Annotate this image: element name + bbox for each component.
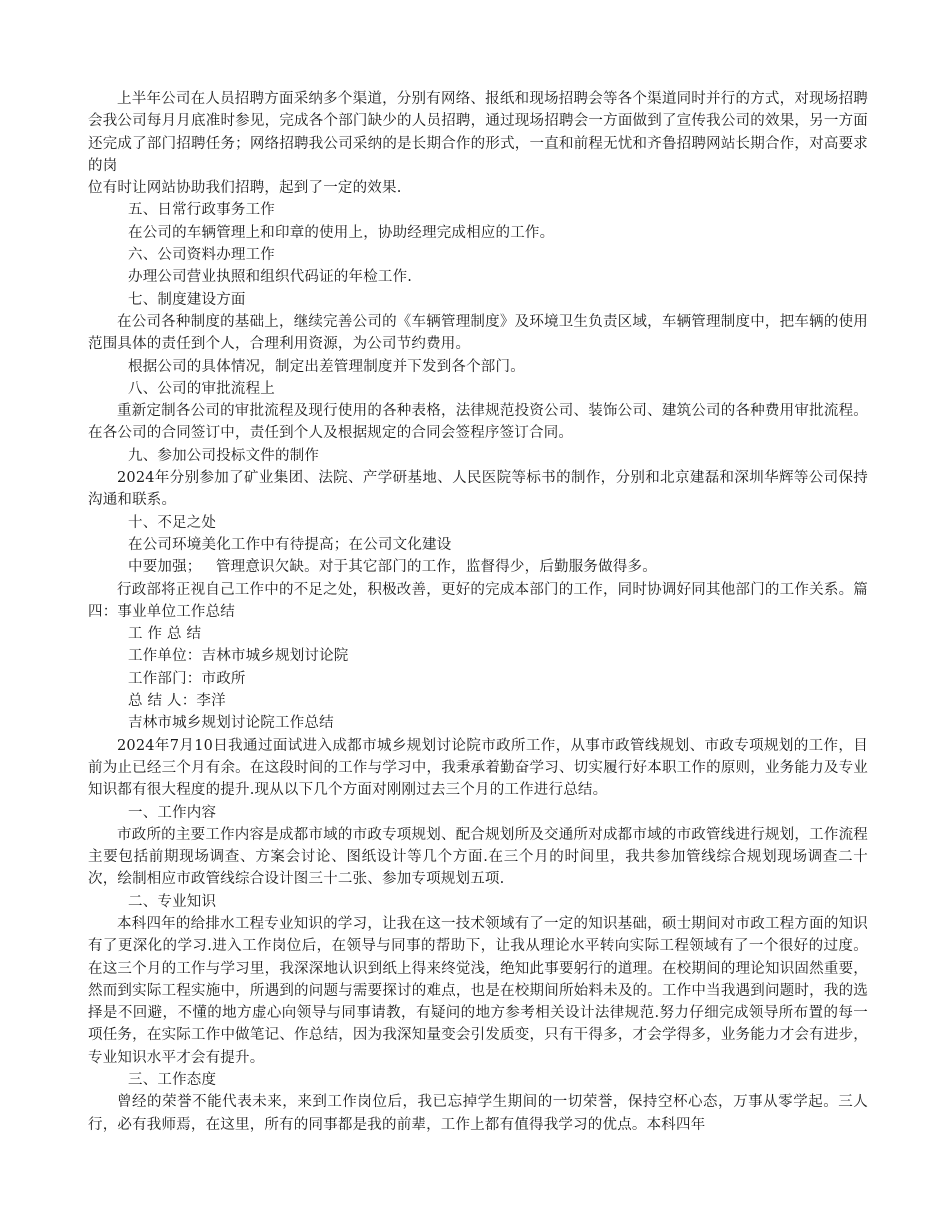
heading-professional-knowledge: 二、专业知识 xyxy=(128,893,217,910)
summary-work-unit: 工作单位：吉林市城乡规划讨论院 xyxy=(128,648,349,665)
heading-section-8: 八、公司的审批流程上 xyxy=(128,380,275,397)
paragraph-professional-knowledge: 本科四年的给排水工程专业知识的学习，让我在这一技术领域有了一定的知识基础，硕士期间对市政工程方面的知识有了更深化的学习.进入工作岗位后，在领导与同事的帮助下，让我从理论水平转向实际工程领域有了一个很好的过度。在这三个月的工作与学习里，我深深地认识到纸上得来终觉浅，绝知此事要躬行的道理。在校期间的理论知识固然重要，然而到实际工程实施中，所遇到的问题与需要探讨的难点，也是在校期间所始料未及的。工作中当我遇到问题时，我的选择是不回避，不懂的地方虚心向领导与同事请教，有疑问的地方参考相关设计法律规范.努力仔细完成领导所布置的每一项任务，在实际工作中做笔记、作总结，因为我深知量变会引发质变，只有干得多，才会学得多，业务能力才会有进步，专业知识水平才会有提升。 xyxy=(88,915,868,1066)
heading-section-10: 十、不足之处 xyxy=(128,514,217,531)
paragraph-section-9: 2024年分别参加了矿业集团、法院、产学研基地、人民医院等标书的制作，分别和北京建磊和深圳华辉等公司保持沟通和联系。 xyxy=(88,470,868,509)
paragraph-section-10b: 中要加强； 管理意识欠缺。对于其它部门的工作，监督得少，后勤服务做得多。 xyxy=(128,559,657,576)
paragraph-recruitment-end: 位有时让网站协助我们招聘，起到了一定的效果. xyxy=(88,180,402,197)
summary-author: 总 结 人：李洋 xyxy=(128,693,226,710)
heading-work-attitude: 三、工作态度 xyxy=(128,1072,217,1089)
paragraph-section-7a: 在公司各种制度的基础上，继续完善公司的《车辆管理制度》及环境卫生负责区域，车辆管理制度中，把车辆的使用范围具体的责任到个人，合理利用资源，为公司节约费用。 xyxy=(88,313,868,353)
heading-section-6: 六、公司资料办理工作 xyxy=(128,247,275,264)
summary-title: 工 作 总 结 xyxy=(128,626,202,643)
paragraph-section-6: 办理公司营业执照和组织代码证的年检工作. xyxy=(128,269,413,286)
paragraph-section-5: 在公司的车辆管理上和印章的使用上，协助经理完成相应的工作。 xyxy=(128,224,555,241)
paragraph-intro: 2024年7月10日我通过面试进入成都市城乡规划讨论院市政所工作，从事市政管线规划、市政专项规划的工作，目前为止已经三个月有余。在这段时间的工作与学习中，我秉承着勤奋学习、切实履行好本职工作的原则，业务能力及专业知识都有很大程度的提升.现从以下几个方面对刚刚过去三个月的工作进行总结。 xyxy=(88,737,868,799)
heading-work-content: 一、工作内容 xyxy=(128,804,217,821)
summary-subtitle: 吉林市城乡规划讨论院工作总结 xyxy=(128,715,334,732)
paragraph-section-8: 重新定制各公司的审批流程及现行使用的各种表格，法律规范投资公司、装饰公司、建筑公司的各种费用审批流程。在各公司的合同签订中，责任到个人及根据规定的合同会签程序签订合同。 xyxy=(88,403,868,442)
summary-department: 工作部门：市政所 xyxy=(128,670,246,687)
paragraph-section-10c: 行政部将正视自己工作中的不足之处，积极改善，更好的完成本部门的工作，同时协调好同其他部门的工作关系。篇四：事业单位工作总结 xyxy=(88,581,868,620)
paragraph-recruitment: 上半年公司在人员招聘方面采纳多个渠道，分别有网络、报纸和现场招聘会等各个渠道同时并行的方式，对现场招聘会我公司每月月底准时参见，完成各个部门缺少的人员招聘，通过现场招聘会一方面做到了宣传我公司的效果，另一方面还完成了部门招聘任务；网络招聘我公司采纳的是长期合作的形式，一直和前程无忧和齐鲁招聘网站长期合作，对高要求的岗 xyxy=(88,91,868,174)
heading-section-7: 七、制度建设方面 xyxy=(128,291,246,308)
heading-section-9: 九、参加公司投标文件的制作 xyxy=(128,447,320,464)
paragraph-section-7b: 根据公司的具体情况，制定出差管理制度并下发到各个部门。 xyxy=(128,358,525,375)
heading-section-5: 五、日常行政事务工作 xyxy=(128,202,275,219)
paragraph-work-content: 市政所的主要工作内容是成都市域的市政专项规划、配合规划所及交通所对成都市域的市政管线进行规划，工作流程主要包括前期现场调查、方案会讨论、图纸设计等几个方面.在三个月的时间里，我共参加管线综合规划现场调查二十次，绘制相应市政管线综合设计图三十二张、参加专项规划五项. xyxy=(88,826,868,888)
document-page xyxy=(88,88,868,1136)
paragraph-work-attitude: 曾经的荣誉不能代表未来，来到工作岗位后，我已忘掉学生期间的一切荣誉，保持空杯心态，万事从零学起。三人行，必有我师焉，在这里，所有的同事都是我的前辈，工作上都有值得我学习的优点。本科四年 xyxy=(88,1094,868,1133)
paragraph-section-10a: 在公司环境美化工作中有待提高；在公司文化建设 xyxy=(128,536,452,553)
